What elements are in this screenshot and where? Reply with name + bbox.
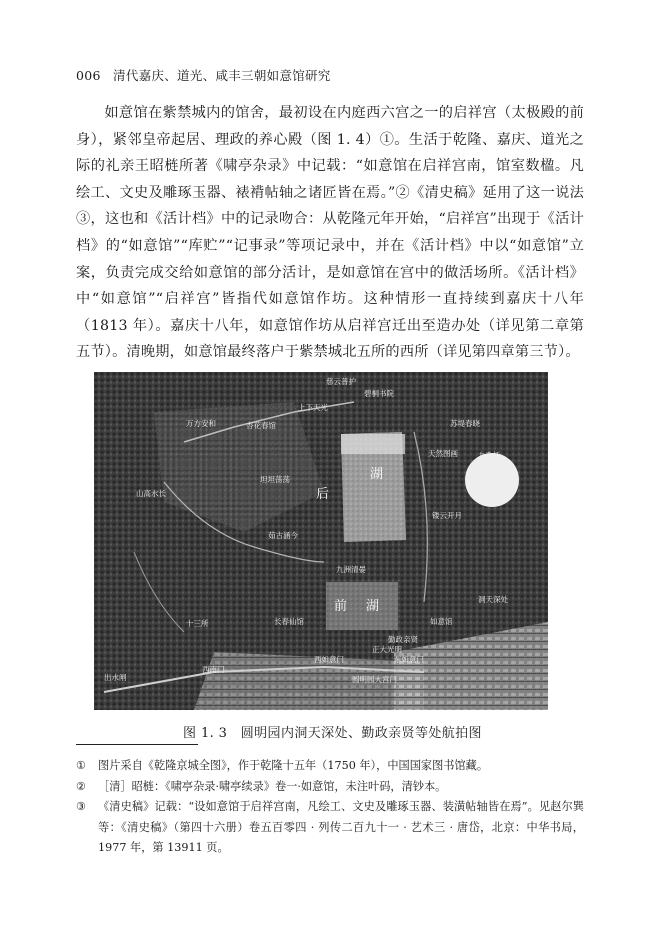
footnote-2 [76,777,584,798]
label-tianran: 天然图画 [428,449,458,458]
running-header [76,66,331,84]
label-changchun: 长春仙馆 [274,617,304,626]
footnote-mark: ② [76,779,87,793]
label-qian: 前 [334,599,348,614]
label-jiuzhou: 九洲清晏 [336,565,366,574]
label-shangxia: 上下天光 [298,403,328,412]
label-dongtian: 洞天深处 [478,595,508,604]
label-jiukong: 九孔桥 [478,451,501,460]
aerial-photo [94,372,548,710]
label-zhuanshui: 出水闸 [104,673,127,682]
aerial-photo-graphic [94,372,548,710]
footnote-mark: ③ [76,800,87,813]
label-hu-rear: 湖 [370,467,384,482]
label-hu-front: 湖 [366,599,380,614]
label-hou: 后 [316,487,330,502]
body-paragraph: 如意馆在紫禁城内的馆舍，最初设在内庭西六宫之一的启祥宫（太极殿的前身），紧邻皇帝起居、理政的养心殿（图 1. 4）①。生活于乾隆、嘉庆、道光之际的礼亲王昭梿所著《啸亭杂录》中记载：“如意馆在启祥宫南，馆室数楹。凡绘工、文史及雕琢玉器、裱褙帖轴之诸匠皆在焉。”②《清史稿》延用了这一说法③，这也和《活计档》中的记录吻合：从乾隆元年开始，“启祥宫”出现于《活计档》的“如意馆”“库贮”“记事录”等项记录中，并在《活计档》中以“如意馆”立案，负责完成交给如意馆的部分活计，是如意馆在宫中的做活场所。《活计档》中“如意馆”“启祥宫”皆指代如意馆作坊。这种情形一直持续到嘉庆十八年（1813 年）。嘉庆十八年，如意馆作坊从启祥宫迁出至造办处（详见第二章第五节）。清晚期，如意馆最终落户于紫禁城北五所的西所（详见第四章第三节）。 [76,105,584,361]
running-title: 清代嘉庆、道光、咸丰三朝如意馆研究 [113,68,331,83]
label-xiru: 西如意门 [314,655,344,664]
page-number: 006 [76,68,101,83]
body-text [76,100,584,366]
label-zhengda: 正大光明 [372,645,402,654]
footnote-mark: ① [76,759,87,772]
label-bitong: 碧桐书院 [364,389,394,398]
label-ximen: 西南门 [202,665,225,674]
label-ciyun: 慈云普护 [326,377,356,386]
label-louyun: 镂云开月 [432,511,462,520]
label-xinghua: 杏花春馆 [246,421,276,430]
label-ruxi: 茹古涵今 [268,531,298,540]
label-dongru: 东如意门 [394,655,424,664]
figure-caption: 图 1. 3 圆明园内洞天深处、勤政亲贤等处航拍图 [183,726,482,741]
footnote-rule [76,744,198,745]
footnote-text: 《清史稿》记载：“设如意馆于启祥宫南，凡绘工、文史及雕琢玉器、装潢帖轴皆在焉”。见赵尔巽等：《清史稿》（第四十六册）卷五百零四 · 列传二百九十一 · 艺术三 · 唐岱，北京：中华书局，1977 年，第 13911 页。 [98,800,584,854]
footnote-1 [76,756,584,777]
label-shangao: 山高水长 [136,489,166,498]
footnote-text: ［清］昭梿：《啸亭杂录·啸亭续录》卷一·如意馆，未注叶码，清钞本。 [98,779,447,793]
label-suti: 苏堤春晓 [450,419,480,428]
footnote-text: 图片采自《乾隆京城全图》，作于乾隆十五年（1750 年），中国国家图书馆藏。 [98,759,489,772]
label-yuanmingyuan: 圆明园大宫门 [352,675,397,684]
footnote-3 [76,797,584,859]
footnotes [76,756,584,859]
label-shisan: 十三所 [186,619,209,628]
label-ruyi: 如意馆 [430,617,453,626]
label-tanbo: 坦坦荡荡 [260,475,290,484]
label-qinzheng: 勤政亲贤 [388,635,418,644]
label-wanfang: 万方安和 [186,419,216,428]
